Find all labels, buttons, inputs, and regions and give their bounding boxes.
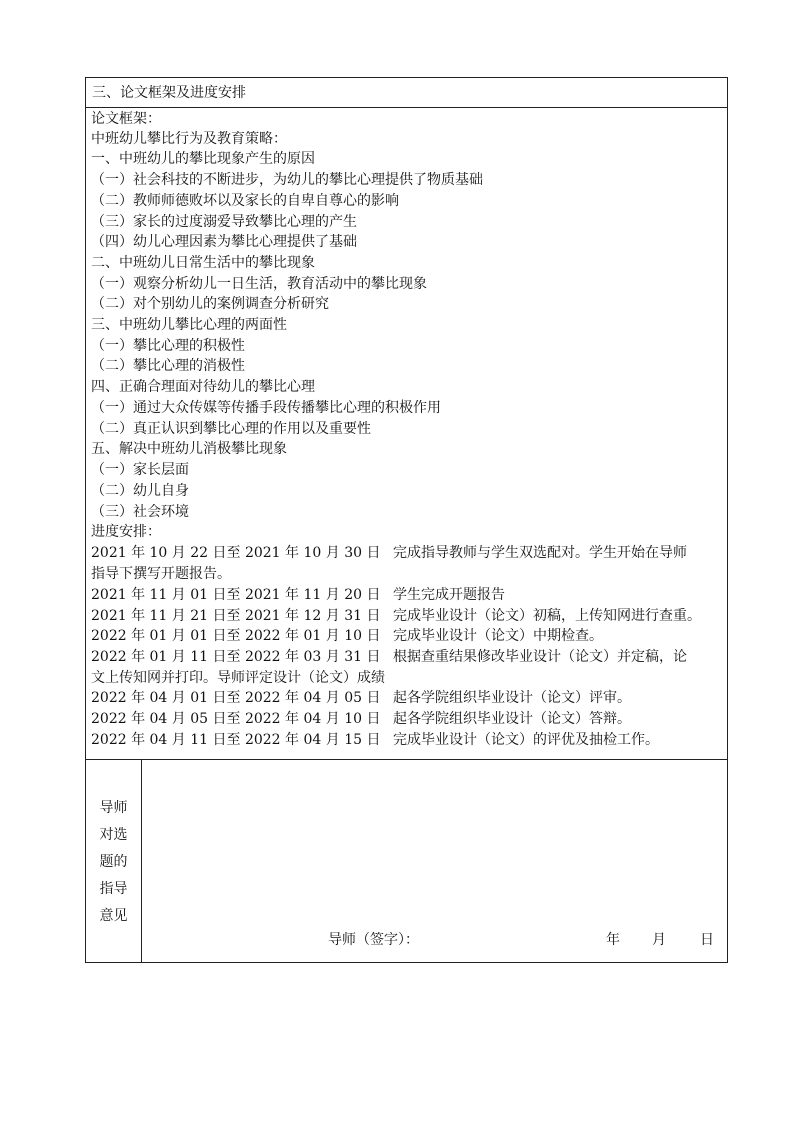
schedule-desc: 完成毕业设计（论文）中期检查。 — [393, 628, 603, 644]
label-line: 指导 — [99, 881, 128, 897]
schedule-desc: 根据查重结果修改毕业设计（论文）并定稿，论 — [393, 649, 687, 665]
outline-line: （四）幼儿心理因素为攀比心理提供了基础 — [91, 234, 357, 250]
outline-line: （一）攀比心理的积极性 — [91, 338, 245, 354]
outline-line: 五、解决中班幼儿消极攀比现象 — [91, 441, 287, 457]
section-title: 三、论文框架及进度安排 — [92, 85, 246, 101]
schedule-date: 2022 年 01 月 11 日至 2022 年 03 月 31 日 — [91, 649, 381, 665]
schedule-date: 2021 年 10 月 22 日至 2021 年 10 月 30 日 — [91, 545, 381, 561]
label-line: 对选 — [99, 827, 128, 843]
schedule-date: 2022 年 04 月 01 日至 2022 年 04 月 05 日 — [91, 690, 381, 706]
schedule-date: 2021 年 11 月 21 日至 2021 年 12 月 31 日 — [91, 608, 381, 624]
outline-line: （二）攀比心理的消极性 — [91, 358, 245, 374]
outline-line: （二）真正认识到攀比心理的作用以及重要性 — [91, 421, 371, 437]
outline-line: （三）社会环境 — [91, 504, 189, 520]
date-day-label: 日 — [700, 932, 714, 948]
outline-line: （一）社会科技的不断进步，为幼儿的攀比心理提供了物质基础 — [91, 172, 483, 188]
schedule-heading: 进度安排： — [91, 524, 161, 540]
label-line: 题的 — [99, 854, 128, 870]
outline-line: （三）家长的过度溺爱导致攀比心理的产生 — [91, 214, 357, 230]
framework-heading: 论文框架： — [91, 111, 161, 127]
schedule-desc-cont: 指导下撰写开题报告。 — [91, 566, 231, 582]
schedule-date: 2022 年 04 月 11 日至 2022 年 04 月 15 日 — [91, 732, 381, 748]
advisor-opinion-label — [86, 760, 142, 962]
outline-line: 三、中班幼儿攀比心理的两面性 — [91, 317, 287, 333]
outline-line: （一）家长层面 — [91, 462, 189, 478]
signature-label: 导师（签字）： — [328, 932, 419, 948]
schedule-desc: 完成指导教师与学生双选配对。学生开始在导师 — [393, 545, 687, 561]
signature-field[interactable] — [428, 928, 578, 952]
schedule-date: 2022 年 04 月 05 日至 2022 年 04 月 10 日 — [91, 711, 381, 727]
label-line: 导师 — [99, 800, 128, 816]
schedule-date: 2021 年 11 月 01 日至 2021 年 11 月 20 日 — [91, 587, 381, 603]
date-year-label: 年 — [606, 932, 620, 948]
outline-line: 一、中班幼儿的攀比现象产生的原因 — [91, 151, 315, 167]
outline-line: 二、中班幼儿日常生活中的攀比现象 — [91, 255, 315, 271]
advisor-opinion-row — [86, 760, 727, 962]
schedule-desc: 起各学院组织毕业设计（论文）评审。 — [393, 690, 631, 706]
section-header — [86, 78, 727, 108]
outline-line: （二）对个别幼儿的案例调查分析研究 — [91, 296, 329, 312]
framework-schedule-cell — [86, 108, 727, 760]
outline-line: （二）幼儿自身 — [91, 483, 189, 499]
outline-line: 四、正确合理面对待幼儿的攀比心理 — [91, 379, 315, 395]
outline-line: （二）教师师德败坏以及家长的自卑自尊心的影响 — [91, 193, 399, 209]
label-line: 意见 — [99, 908, 128, 924]
schedule-date: 2022 年 01 月 01 日至 2022 年 01 月 10 日 — [91, 628, 381, 644]
schedule-desc: 起各学院组织毕业设计（论文）答辩。 — [393, 711, 631, 727]
schedule-desc-cont: 文上传知网并打印。导师评定设计（论文）成绩 — [91, 670, 385, 686]
form-table — [85, 77, 728, 963]
thesis-title: 中班幼儿攀比行为及教育策略： — [91, 131, 287, 147]
date-month-label: 月 — [652, 932, 666, 948]
schedule-desc: 完成毕业设计（论文）的评优及抽检工作。 — [393, 732, 659, 748]
outline-line: （一）通过大众传媒等传播手段传播攀比心理的积极作用 — [91, 400, 441, 416]
outline-line: （一）观察分析幼儿一日生活，教育活动中的攀比现象 — [91, 276, 427, 292]
advisor-opinion-field[interactable] — [142, 760, 727, 925]
schedule-desc: 学生完成开题报告 — [393, 587, 505, 603]
schedule-desc: 完成毕业设计（论文）初稿，上传知网进行查重。 — [393, 608, 701, 624]
